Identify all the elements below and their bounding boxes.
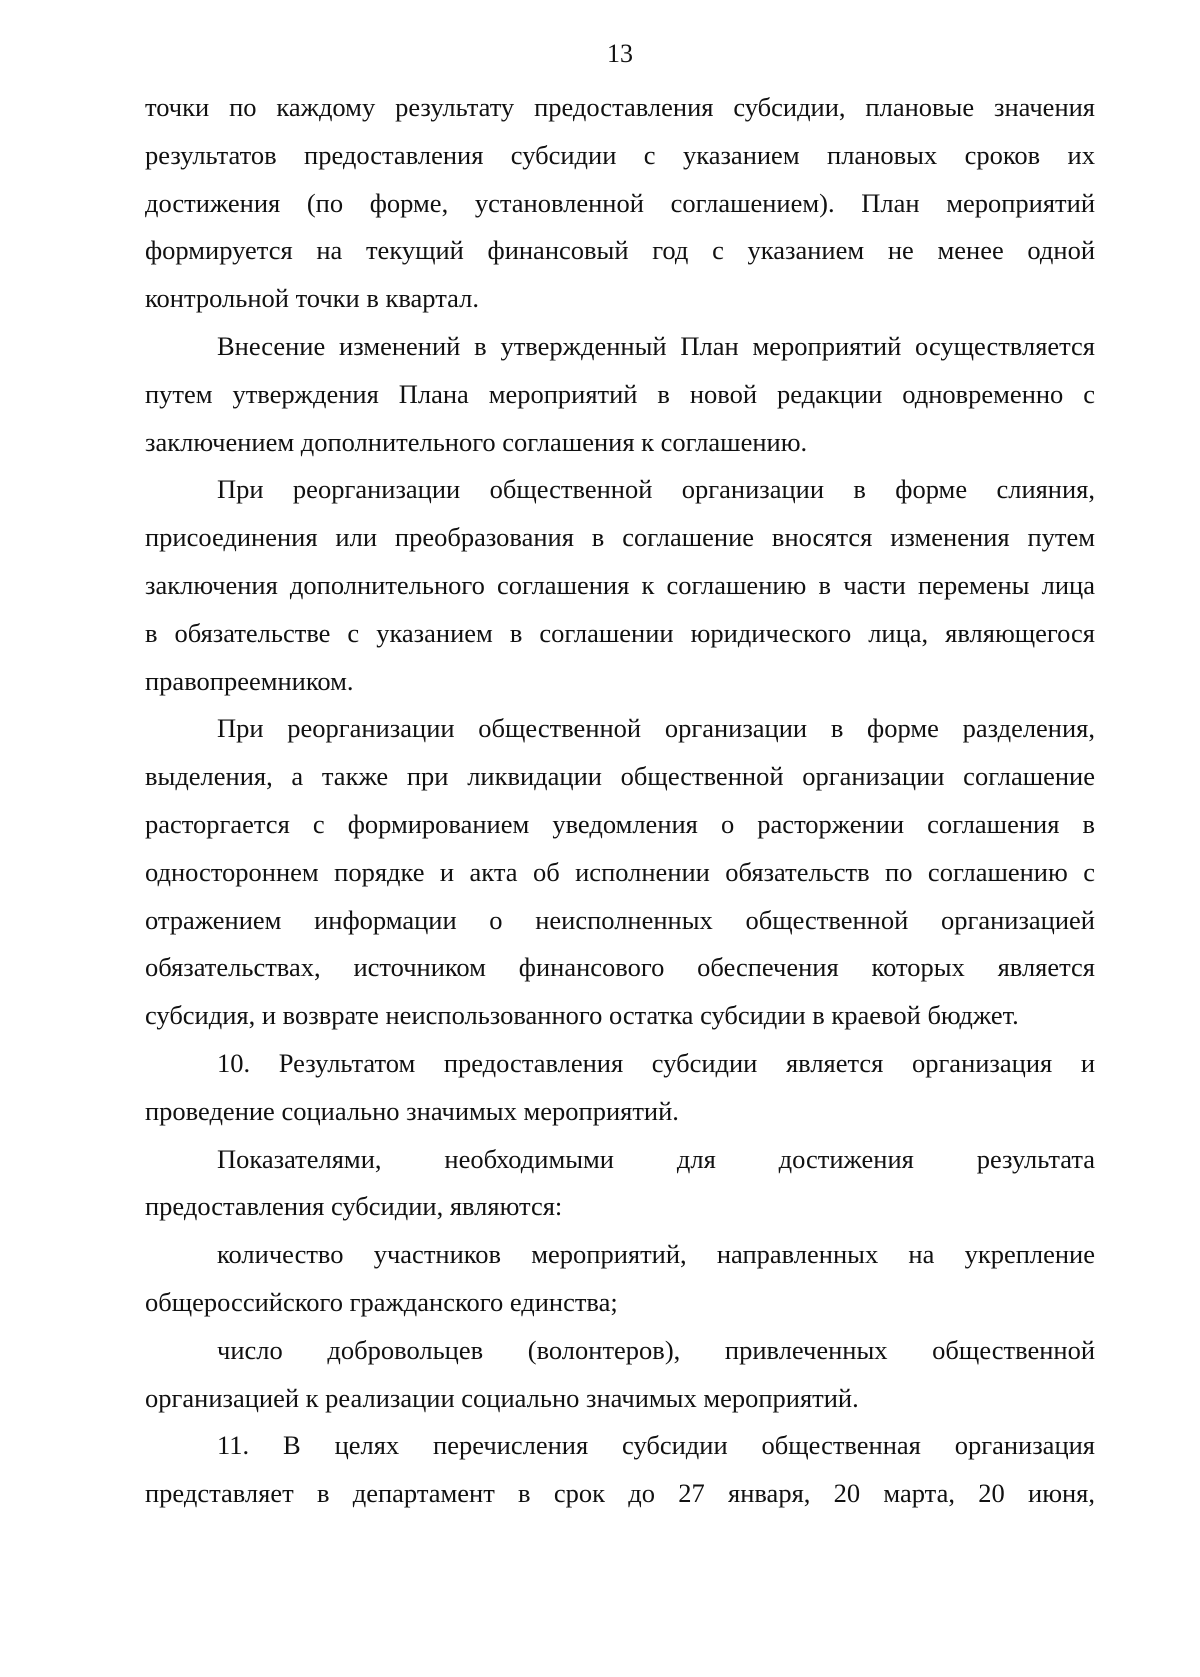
text-line: Внесение изменений в утвержденный План мероприятий осуществляется (217, 330, 1095, 361)
text-line: достижения (по форме, установленной соглашением). План мероприятий (145, 187, 1095, 218)
paragraph-plan-changes (145, 323, 1095, 466)
text-line: результатов предоставления субсидии с указанием плановых сроков их (145, 139, 1095, 170)
text-line: одностороннем порядке и акта об исполнении обязательств по соглашению с (145, 856, 1095, 887)
text-line: 10. Результатом предоставления субсидии является организация и (217, 1047, 1095, 1078)
paragraph-reorganization-merge (145, 466, 1095, 705)
text-line: заключением дополнительного соглашения к соглашению. (145, 426, 808, 457)
paragraph-continuation (145, 84, 1095, 323)
text-line: проведение социально значимых мероприятий. (145, 1095, 679, 1126)
text-line: выделения, а также при ликвидации общественной организации соглашение (145, 761, 1095, 792)
paragraph-indicators (145, 1136, 1095, 1232)
text-line: правопреемником. (145, 665, 354, 696)
page-number: 13 (607, 39, 633, 68)
text-line: контрольной точки в квартал. (145, 283, 479, 314)
text-line: организацией к реализации социально значимых мероприятий. (145, 1382, 859, 1413)
text-line: присоединения или преобразования в соглашение вносятся изменения путем (145, 522, 1095, 553)
paragraph-indicator-participants (145, 1231, 1095, 1327)
text-line: предоставления субсидии, являются: (145, 1191, 563, 1222)
paragraph-item-11 (145, 1422, 1095, 1518)
text-line: При реорганизации общественной организации в форме разделения, (217, 713, 1095, 744)
paragraph-reorganization-split (145, 705, 1095, 1040)
text-line: число добровольцев (волонтеров), привлеченных общественной (217, 1334, 1095, 1365)
text-line: в обязательстве с указанием в соглашении юридического лица, являющегося (145, 617, 1095, 648)
paragraph-item-10 (145, 1040, 1095, 1136)
paragraph-indicator-volunteers (145, 1327, 1095, 1423)
text-line: количество участников мероприятий, направленных на укрепление (217, 1239, 1095, 1270)
text-line: расторгается с формированием уведомления о расторжении соглашения в (145, 808, 1095, 839)
text-line: При реорганизации общественной организации в форме слияния, (217, 474, 1095, 505)
text-line: субсидия, и возврате неиспользованного остатка субсидии в краевой бюджет. (145, 1000, 1019, 1031)
document-body (145, 84, 1095, 1518)
text-line: точки по каждому результату предоставления субсидии, плановые значения (145, 92, 1095, 122)
text-line: 11. В целях перечисления субсидии общественная организация (217, 1430, 1095, 1461)
text-line: представляет в департамент в срок до 27 января, 20 марта, 20 июня, (145, 1478, 1095, 1509)
text-line: формируется на текущий финансовый год с указанием не менее одной (145, 235, 1095, 266)
text-line: общероссийского гражданского единства; (145, 1286, 618, 1317)
text-line: заключения дополнительного соглашения к соглашению в части перемены лица (145, 569, 1095, 600)
text-line: путем утверждения Плана мероприятий в новой редакции одновременно с (145, 378, 1095, 409)
text-line: Показателями, необходимыми для достижения результата (217, 1143, 1095, 1174)
text-line: обязательствах, источником финансового обеспечения которых является (145, 952, 1095, 983)
text-line: отражением информации о неисполненных общественной организацией (145, 904, 1095, 935)
